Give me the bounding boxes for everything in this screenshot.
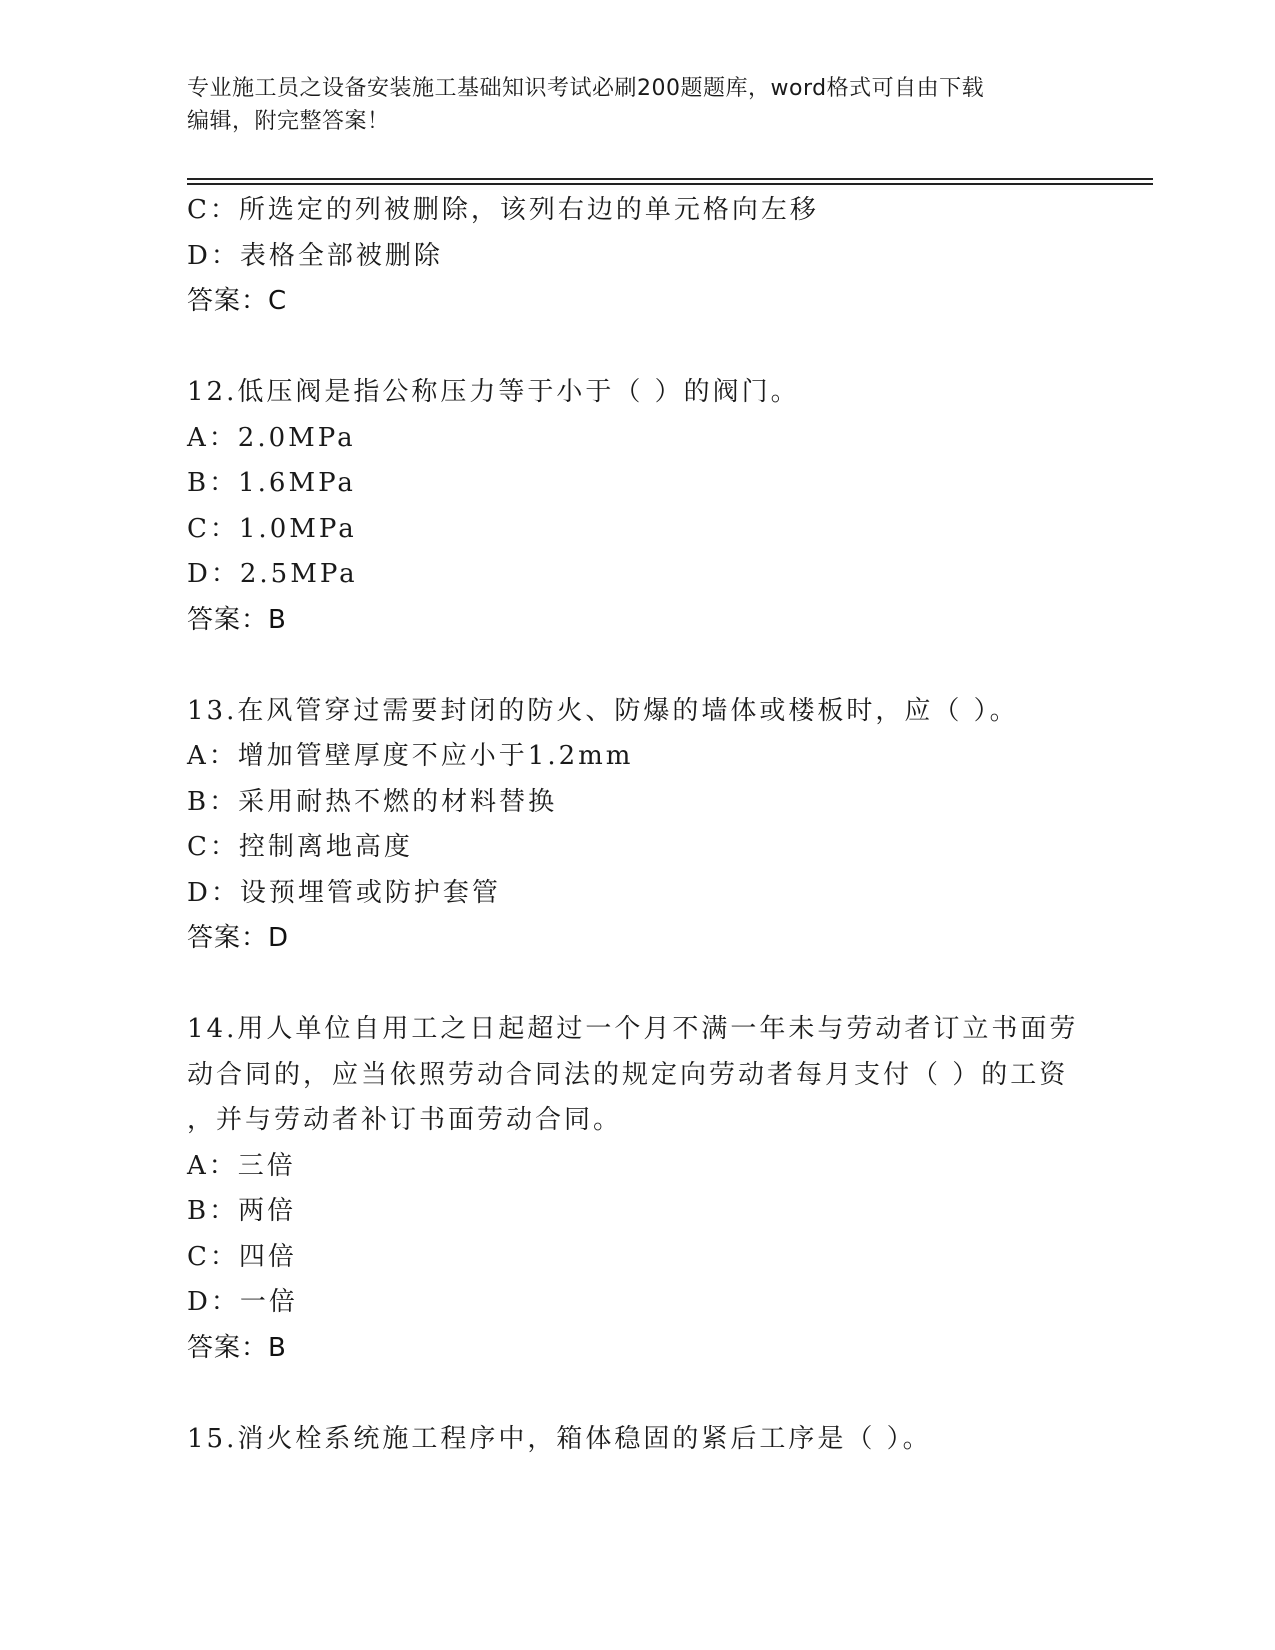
option-d: D：2.5MPa <box>187 559 358 589</box>
question-11-continued <box>187 188 1087 325</box>
answer-line: 答案：B <box>187 1332 287 1363</box>
question-text-line-2: 动合同的，应当依照劳动合同法的规定向劳动者每月支付（ ）的工资 <box>187 1059 1069 1090</box>
question-12 <box>187 370 1087 643</box>
spacer <box>187 325 1087 371</box>
option-d: D：表格全部被删除 <box>187 240 443 271</box>
option-c: C：控制离地高度 <box>187 832 413 862</box>
question-text-line-1: 14.用人单位自用工之日起超过一个月不满一年未与劳动者订立书面劳 <box>187 1014 1079 1044</box>
answer-line: 答案：C <box>187 286 288 316</box>
option-c: C：四倍 <box>187 1241 297 1272</box>
answer-line: 答案：B <box>187 604 287 635</box>
spacer <box>187 643 1087 689</box>
header-line-2: 编辑，附完整答案！ <box>187 109 390 134</box>
document-header <box>187 72 1067 138</box>
question-13 <box>187 689 1087 962</box>
spacer <box>187 962 1087 1008</box>
option-a: A：2.0MPa <box>187 422 356 453</box>
header-divider-top <box>187 178 1153 180</box>
option-d: D：设预埋管或防护套管 <box>187 877 501 908</box>
spacer <box>187 1371 1087 1417</box>
question-15 <box>187 1417 1087 1463</box>
option-b: B：1.6MPa <box>187 468 356 498</box>
question-text-line-3: ，并与劳动者补订书面劳动合同。 <box>187 1105 623 1135</box>
option-c: C：1.0MPa <box>187 513 357 544</box>
answer-line: 答案：D <box>187 923 290 953</box>
option-a: A：增加管壁厚度不应小于1.2mm <box>187 741 634 771</box>
option-b: B：两倍 <box>187 1196 297 1226</box>
question-14 <box>187 1007 1087 1371</box>
option-c: C：所选定的列被删除，该列右边的单元格向左移 <box>187 195 819 225</box>
question-list <box>187 188 1087 1462</box>
option-a: A：三倍 <box>187 1150 296 1181</box>
header-divider-bottom <box>187 183 1153 185</box>
question-text: 15.消火栓系统施工程序中，箱体稳固的紧后工序是（ ）。 <box>187 1423 932 1454</box>
option-d: D：一倍 <box>187 1287 298 1317</box>
question-text: 13.在风管穿过需要封闭的防火、防爆的墙体或楼板时，应（ ）。 <box>187 695 1019 726</box>
header-line-1: 专业施工员之设备安装施工基础知识考试必刷200题题库，word格式可自由下载 <box>187 76 985 101</box>
option-b: B：采用耐热不燃的材料替换 <box>187 786 558 817</box>
question-text: 12.低压阀是指公称压力等于小于（ ）的阀门。 <box>187 377 800 407</box>
